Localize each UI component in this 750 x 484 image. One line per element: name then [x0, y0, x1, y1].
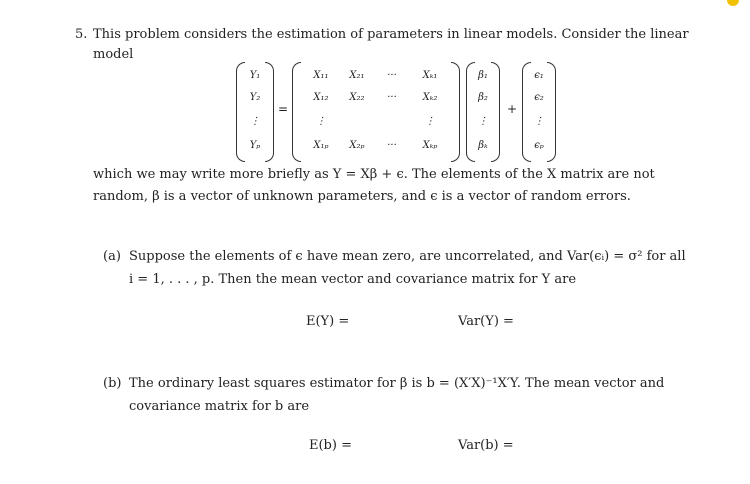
problem-after-line2: random, β is a vector of unknown parameters, and ϵ is a vector of random errors.	[93, 189, 631, 204]
problem-after-line1: which we may write more briefly as Y = Xβ + ϵ. The elements of the X matrix are not	[93, 167, 655, 182]
part-a-expectation: E(Y) =	[306, 314, 350, 329]
matrix-y: Y₁ Y₂ ⋮ Yₚ	[236, 62, 274, 162]
matrix-x: X₁₁ X₂₁ ··· Xₖ₁ X₁₂ X₂₂ ··· Xₖ₂ ⋮ ⋮ X₁ₚ X₂ₚ ··· Xₖₚ	[292, 62, 460, 162]
part-b-expectation: E(b) =	[309, 438, 352, 453]
part-b-line2: covariance matrix for b are	[129, 399, 310, 414]
problem-number: 5.	[75, 27, 88, 42]
equals-sign: =	[278, 102, 289, 116]
part-b-line1: The ordinary least squares estimator for β is b = (X′X)⁻¹X′Y. The mean vector and	[129, 376, 665, 391]
matrix-beta: β₁ β₂ ⋮ βₖ	[466, 62, 500, 162]
problem-intro-line1: This problem considers the estimation of parameters in linear models. Consider the linear	[93, 27, 689, 42]
plus-sign: +	[507, 102, 518, 116]
part-a-variance: Var(Y) =	[458, 314, 514, 329]
matrix-epsilon: ϵ₁ ϵ₂ ⋮ ϵₚ	[522, 62, 556, 162]
part-b-variance: Var(b) =	[458, 438, 514, 453]
part-a-label: (a)	[103, 249, 121, 264]
part-a-line1: Suppose the elements of ϵ have mean zero, are uncorrelated, and Var(ϵᵢ) = σ² for all	[129, 249, 686, 264]
part-b-label: (b)	[103, 376, 122, 391]
corner-decoration	[727, 0, 739, 6]
problem-intro-line2: model	[93, 47, 134, 62]
part-a-line2: i = 1, . . . , p. Then the mean vector and covariance matrix for Y are	[129, 272, 577, 287]
